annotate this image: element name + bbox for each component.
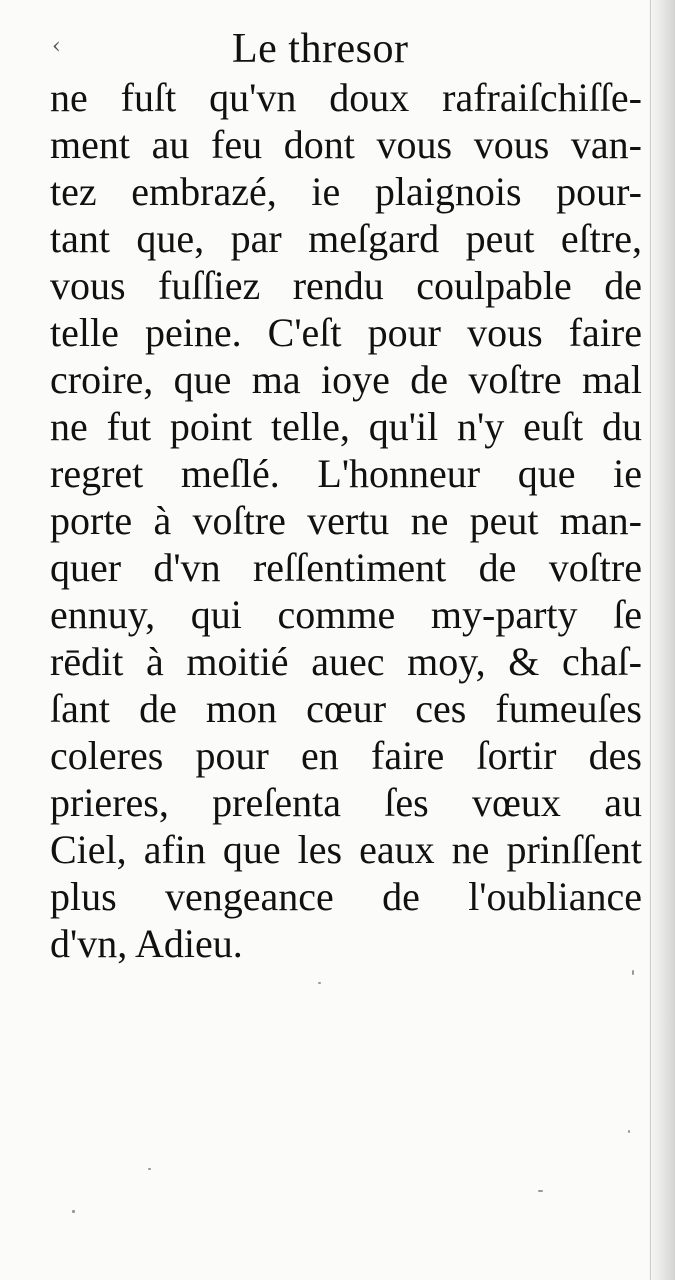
body-text [50,74,642,967]
text-line: Ciel, afin que les eaux ne prinſſent [50,827,642,872]
running-title: Le thresor [232,26,409,72]
text-line: vous fuſſiez rendu coulpable de [50,263,642,308]
text-line: ne fut point telle, qu'il n'y euſt du [50,404,642,449]
ink-speck [538,1190,543,1192]
ink-speck [72,1210,75,1213]
page-header [0,26,675,72]
ink-speck [628,1130,630,1133]
ink-speck [318,982,321,984]
text-line: quer d'vn reſſentiment de voſtre [50,545,642,590]
text-line: ment au feu dont vous vous van- [50,122,642,167]
text-line: plus vengeance de l'oubliance [50,874,642,919]
text-line: telle peine. C'eſt pour vous faire [50,310,642,355]
gutter-edge [650,0,651,1280]
ink-speck [148,1168,151,1170]
page-mark: ‹ [52,34,61,59]
text-line: regret meſlé. L'honneur que ie [50,451,642,496]
text-line: ennuy, qui comme my-party ſe [50,592,642,637]
text-line: tant que, par meſgard peut eſtre, [50,216,642,261]
page-gutter [649,0,675,1280]
text-line: tez embrazé, ie plaignois pour- [50,169,642,214]
text-line: porte à voſtre vertu ne peut man- [50,498,642,543]
text-line: prieres, preſenta ſes vœux au [50,780,642,825]
text-line: croire, que ma ioye de voſtre mal [50,357,642,402]
text-line: coleres pour en faire ſortir des [50,733,642,778]
text-line: ne fuſt qu'vn doux rafraiſchiſſe- [50,75,642,120]
text-line: d'vn, Adieu. [50,921,243,966]
ink-speck [632,970,634,975]
text-line: ſant de mon cœur ces fumeuſes [50,686,642,731]
text-line: rēdit à moitié auec moy, & chaſ- [50,639,642,684]
